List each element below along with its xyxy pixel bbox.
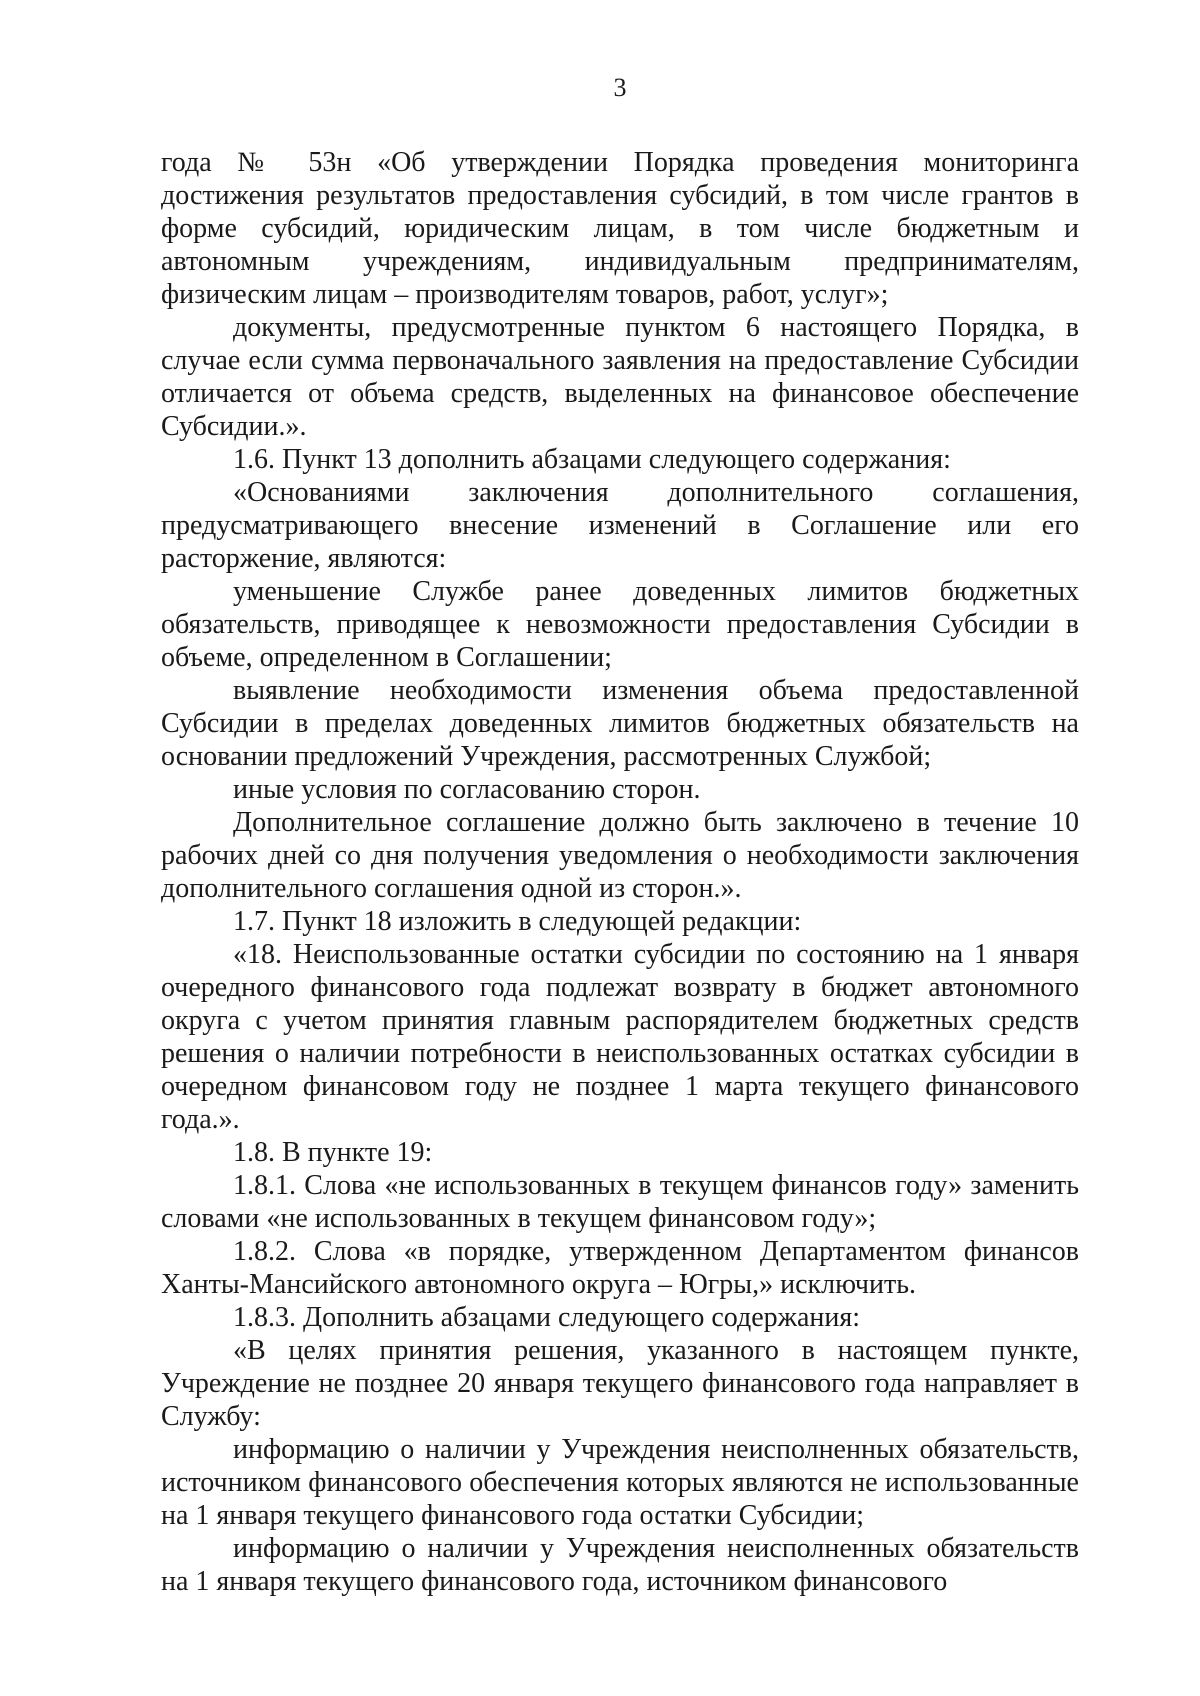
page-number: 3 bbox=[613, 73, 627, 102]
paragraph-clause-1-8-3: 1.8.3. Дополнить абзацами следующего содержания: bbox=[233, 1302, 861, 1333]
paragraph-continuation: года № 53н «Об утверждении Порядка проведения мониторинга достижения результатов предоставления субсидий, в том числе грантов в форме субсидий, юридическим лицам, в том числе бюджетным и автономным учреждениям, индивидуальным предпринимателям, физическим лицам – производителям товаров, работ, услуг»; bbox=[161, 147, 1079, 310]
paragraph: иные условия по согласованию сторон. bbox=[233, 774, 701, 805]
paragraph: «18. Неиспользованные остатки субсидии по состоянию на 1 января очередного финансового года подлежат возврату в бюджет автономного округа с учетом принятия главным распорядителем бюджетных средств решения о наличии потребности в неиспользованных остатках субсидии в очередном финансовом году не позднее 1 марта текущего финансового года.». bbox=[161, 939, 1079, 1135]
paragraph: «Основаниями заключения дополнительного соглашения, предусматривающего внесение изменений в Соглашение или его расторжение, являются: bbox=[161, 477, 1079, 574]
paragraph: уменьшение Службе ранее доведенных лимитов бюджетных обязательств, приводящее к невозможности предоставления Субсидии в объеме, определенном в Соглашении; bbox=[161, 576, 1079, 673]
paragraph-clause-1-8-1: 1.8.1. Слова «не использованных в текущем финансов году» заменить словами «не использованных в текущем финансовом году»; bbox=[161, 1170, 1079, 1234]
paragraph-clause-1-6: 1.6. Пункт 13 дополнить абзацами следующего содержания: bbox=[233, 444, 951, 475]
paragraph: Дополнительное соглашение должно быть заключено в течение 10 рабочих дней со дня получения уведомления о необходимости заключения дополнительного соглашения одной из сторон.». bbox=[161, 807, 1079, 904]
paragraph: «В целях принятия решения, указанного в настоящем пункте, Учреждение не позднее 20 января текущего финансового года направляет в Службу: bbox=[161, 1335, 1079, 1432]
document-body bbox=[161, 146, 1079, 1598]
paragraph: выявление необходимости изменения объема предоставленной Субсидии в пределах доведенных лимитов бюджетных обязательств на основании предложений Учреждения, рассмотренных Службой; bbox=[161, 675, 1079, 772]
paragraph-clause-1-8: 1.8. В пункте 19: bbox=[233, 1137, 433, 1168]
paragraph: документы, предусмотренные пунктом 6 настоящего Порядка, в случае если сумма первоначального заявления на предоставление Субсидии отличается от объема средств, выделенных на финансовое обеспечение Субсидии.». bbox=[161, 312, 1079, 442]
paragraph: информацию о наличии у Учреждения неисполненных обязательств, источником финансового обеспечения которых являются не использованные на 1 января текущего финансового года остатки Субсидии; bbox=[161, 1434, 1079, 1531]
paragraph-clause-1-8-2: 1.8.2. Слова «в порядке, утвержденном Департаментом финансов Ханты-Мансийского автономного округа – Югры,» исключить. bbox=[161, 1236, 1079, 1300]
paragraph-clause-1-7: 1.7. Пункт 18 изложить в следующей редакции: bbox=[233, 906, 802, 937]
paragraph: информацию о наличии у Учреждения неисполненных обязательств на 1 января текущего финансового года, источником финансового bbox=[161, 1533, 1079, 1597]
